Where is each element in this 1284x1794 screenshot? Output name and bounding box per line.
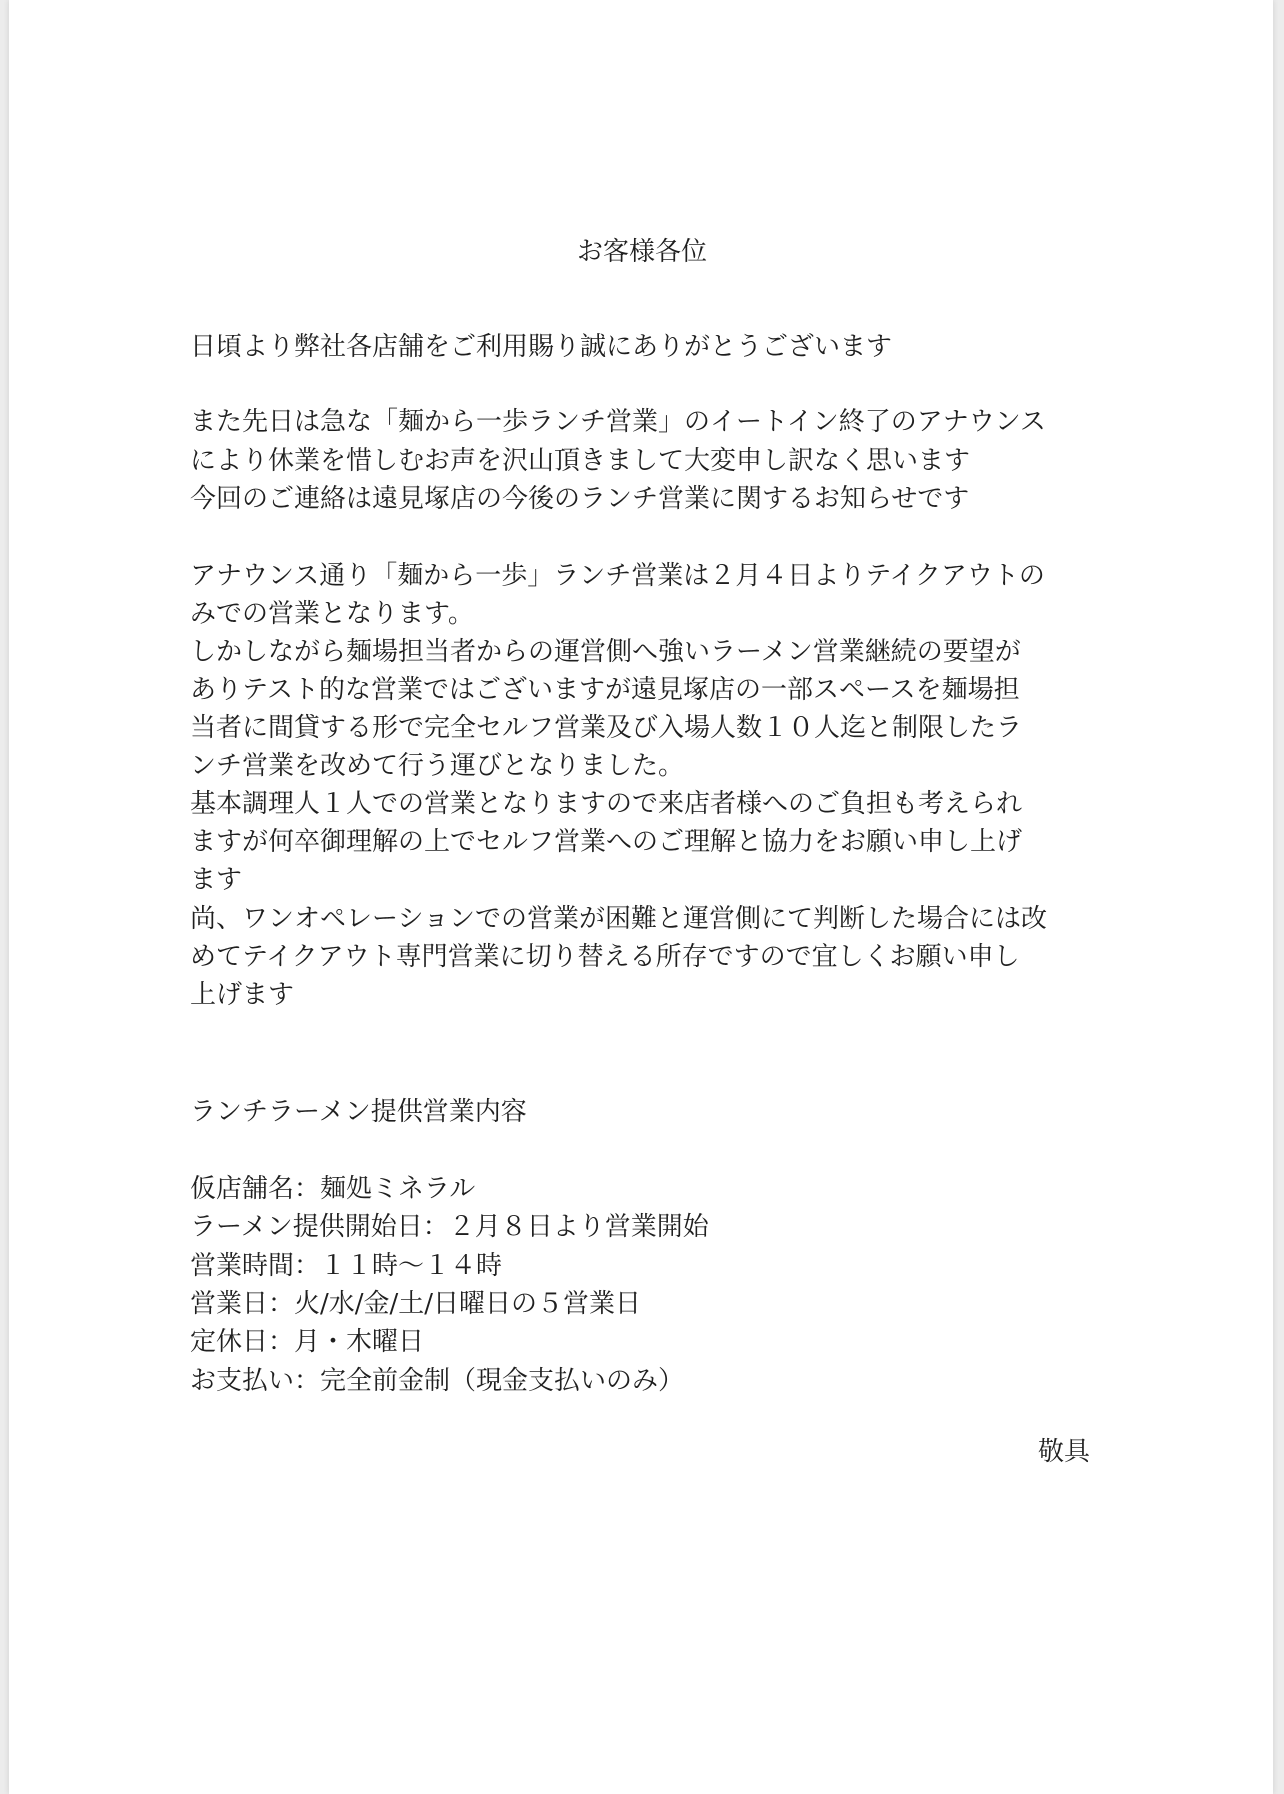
para2-line-6: ンチ営業を改めて行う運びとなりました。 xyxy=(190,751,685,781)
detail-start-date: ラーメン提供開始日：２月８日より営業開始 xyxy=(190,1212,709,1242)
para1-line-2: により休業を惜しむお声を沢山頂きまして大変申し訳なく思います xyxy=(190,446,971,476)
para2-line-12: 上げます xyxy=(190,980,295,1010)
para2-line-10: 尚、ワンオペレーションでの営業が困難と運営側にて判断した場合には改 xyxy=(190,904,1047,934)
greeting-line: 日頃より弊社各店舗をご利用賜り誠にありがとうございます xyxy=(190,332,893,362)
detail-store-name: 仮店舗名：麺処ミネラル xyxy=(190,1174,476,1204)
para2-line-2: みでの営業となります。 xyxy=(190,599,474,629)
document-title: お客様各位 xyxy=(576,237,707,267)
closing-signature: 敬具 xyxy=(1038,1437,1091,1467)
para2-line-5: 当者に間貸する形で完全セルフ営業及び入場人数１０人迄と制限したラ xyxy=(190,713,1023,743)
para2-line-3: しかしながら麺場担当者からの運営側へ強いラーメン営業継続の要望が xyxy=(190,637,1021,667)
para2-line-7: 基本調理人１人での営業となりますので来店者様へのご負担も考えられ xyxy=(190,789,1023,819)
para1-line-1: また先日は急な「麺から一歩ランチ営業」のイートイン終了のアナウンス xyxy=(190,407,1046,437)
para2-line-8: ますが何卒御理解の上でセルフ営業へのご理解と協力をお願い申し上げ xyxy=(190,827,1023,857)
detail-payment: お支払い：完全前金制（現金支払いのみ） xyxy=(190,1366,685,1396)
para2-line-1: アナウンス通り「麺から一歩」ランチ営業は２月４日よりテイクアウトの xyxy=(190,561,1045,591)
para2-line-9: ます xyxy=(190,865,243,895)
section-title: ランチラーメン提供営業内容 xyxy=(190,1097,527,1127)
para1-line-3: 今回のご連絡は遠見塚店の今後のランチ営業に関するお知らせです xyxy=(190,484,970,514)
detail-closed-days: 定休日：月・木曜日 xyxy=(190,1327,425,1357)
para2-line-4: ありテスト的な営業ではございますが遠見塚店の一部スペースを麺場担 xyxy=(190,675,1020,705)
para2-line-11: めてテイクアウト専門営業に切り替える所存ですので宜しくお願い申し xyxy=(190,942,1020,972)
detail-hours: 営業時間：１１時〜１４時 xyxy=(190,1251,503,1281)
detail-business-days: 営業日：火/水/金/土/日曜日の５営業日 xyxy=(190,1289,642,1319)
